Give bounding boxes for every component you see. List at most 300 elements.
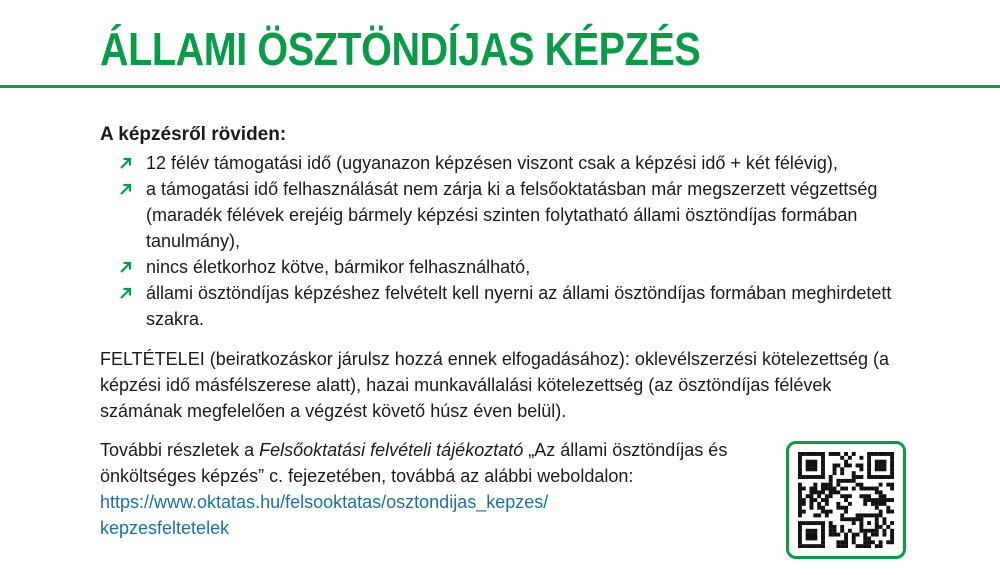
qr-module [806,464,810,468]
qr-module [810,452,814,456]
qr-module [798,467,802,471]
qr-module [863,494,867,498]
list-item-text: nincs életkorhoz kötve, bármikor felhasználható, [146,257,531,277]
qr-module [875,533,879,537]
qr-module [844,506,848,510]
page-title: ÁLLAMI ÖSZTÖNDÍJAS KÉPZÉS [100,23,701,75]
qr-module [867,529,871,533]
qr-module [890,487,894,491]
qr-module [829,487,833,491]
qr-module [867,464,871,468]
qr-module [817,521,821,525]
qr-module [829,525,833,529]
qr-module [813,467,817,471]
qr-module [798,494,802,498]
qr-module [821,510,825,514]
qr-module [821,506,825,510]
qr-module [833,452,837,456]
qr-module [882,460,886,464]
qr-module [875,490,879,494]
qr-module [817,490,821,494]
qr-module [798,533,802,537]
qr-module [882,529,886,533]
qr-module [817,475,821,479]
qr-module [859,475,863,479]
qr-module [844,498,848,502]
qr-module [810,467,814,471]
qr-module [813,464,817,468]
qr-module [813,460,817,464]
qr-module [833,467,837,471]
qr-module [867,487,871,491]
qr-module [829,510,833,514]
qr-module [829,533,833,537]
qr-module [821,471,825,475]
qr-module [844,494,848,498]
qr-module [821,464,825,468]
qr-module [848,479,852,483]
qr-module [833,464,837,468]
arrow-up-right-icon [118,254,136,280]
qr-module [810,502,814,506]
link-line-2[interactable]: kepzesfeltetelek [100,518,230,538]
qr-module [852,521,856,525]
qr-module [871,452,875,456]
qr-module [833,525,837,529]
qr-module [840,544,844,548]
qr-module [833,490,837,494]
qr-module [798,510,802,514]
qr-module [879,510,883,514]
qr-module [852,471,856,475]
bullet-list [118,150,908,332]
qr-module [844,452,848,456]
qr-module [813,483,817,487]
qr-module [879,513,883,517]
qr-module [863,502,867,506]
qr-module [810,494,814,498]
qr-module [875,475,879,479]
qr-module [879,544,883,548]
qr-module [879,494,883,498]
qr-module [817,494,821,498]
qr-module [859,456,863,460]
qr-module [829,483,833,487]
qr-module [882,467,886,471]
qr-module [871,513,875,517]
qr-module [882,521,886,525]
qr-module [852,536,856,540]
qr-module [813,544,817,548]
qr-module [867,521,871,525]
qr-module [798,471,802,475]
qr-module [810,475,814,479]
details-paragraph [100,437,770,541]
qr-module [882,452,886,456]
qr-module [852,475,856,479]
qr-module [825,483,829,487]
qr-module [798,498,802,502]
qr-module [840,529,844,533]
qr-module [813,513,817,517]
conditions-paragraph: FELTÉTELEI (beiratkozáskor járulsz hozzá ennek elfogadásához): oklevélszerzési kötelezettség (a képzési idő másfélszerese alatt), hazai munkavállalási kötelezettség (az ösztöndíjas félévek számának megfelelően a végzést követő húsz éven belül). [100,349,890,421]
list-item [118,254,908,280]
section-heading: A képzésről röviden: [100,124,287,145]
qr-module [817,513,821,517]
qr-module [844,540,848,544]
qr-module [821,521,825,525]
qr-module [886,483,890,487]
qr-module [856,513,860,517]
qr-module [821,483,825,487]
list-item-text: állami ösztöndíjas képzéshez felvételt kell nyerni az állami ösztöndíjas formában meghirdetett szakra. [146,283,892,329]
qr-module [856,483,860,487]
qr-module [871,529,875,533]
qr-module [806,529,810,533]
qr-module [859,464,863,468]
qr-module [821,533,825,537]
qr-module [806,536,810,540]
qr-module [836,533,840,537]
qr-module [848,517,852,521]
qr-module [810,460,814,464]
qr-module [829,521,833,525]
qr-module [798,521,802,525]
qr-module [875,467,879,471]
qr-module [875,529,879,533]
qr-module [875,498,879,502]
qr-module [802,475,806,479]
qr-module [817,544,821,548]
qr-module [821,536,825,540]
qr-module [833,471,837,475]
qr-module [871,498,875,502]
qr-module [871,475,875,479]
qr-module [852,533,856,537]
qr-module [844,544,848,548]
qr-module [825,487,829,491]
qr-module [798,540,802,544]
link-line-1[interactable]: https://www.oktatas.hu/felsooktatas/osztondijas_kepzes/ [100,492,549,512]
list-item-text: 12 félév támogatási idő (ugyanazon képzésen viszont csak a képzési idő + két félévig), [146,153,838,173]
qr-module [886,452,890,456]
qr-module [844,479,848,483]
qr-module [810,521,814,525]
qr-module [890,456,894,460]
qr-module [856,533,860,537]
qr-module [813,475,817,479]
qr-module [798,536,802,540]
qr-module [844,510,848,514]
qr-module [806,494,810,498]
qr-module [806,521,810,525]
qr-module [821,467,825,471]
qr-module [882,502,886,506]
qr-module [882,498,886,502]
qr-module [840,479,844,483]
qr-module [867,513,871,517]
qr-module [863,544,867,548]
qr-module [840,456,844,460]
qr-module [863,529,867,533]
qr-module [802,498,806,502]
qr-module [871,487,875,491]
qr-module [859,521,863,525]
qr-module [852,452,856,456]
qr-module [806,452,810,456]
qr-module [798,464,802,468]
list-item-text: a támogatási idő felhasználását nem zárja ki a felsőoktatásban már megszerzett végzettség (maradék félévek erejéig bármely képzési szinten folytatható állami ösztöndíjas formában tanulmány), [146,179,878,251]
qr-module [806,460,810,464]
qr-module [848,494,852,498]
qr-module [840,494,844,498]
qr-module [836,506,840,510]
qr-module [802,521,806,525]
qr-module [890,510,894,514]
qr-module [879,483,883,487]
qr-module [810,487,814,491]
qr-module [798,490,802,494]
qr-module [886,475,890,479]
qr-module [817,506,821,510]
qr-module [836,490,840,494]
qr-module [825,498,829,502]
qr-module [879,540,883,544]
qr-module [840,487,844,491]
arrow-up-right-icon [118,176,136,202]
qr-module [840,506,844,510]
qr-module [848,529,852,533]
qr-module [890,464,894,468]
qr-module [890,483,894,487]
list-item [118,280,908,332]
qr-module [859,525,863,529]
qr-module [890,521,894,525]
qr-module [844,460,848,464]
qr-module [859,494,863,498]
qr-module [859,513,863,517]
qr-module [863,487,867,491]
qr-module [875,487,879,491]
qr-module [875,452,879,456]
qr-module [879,460,883,464]
qr-module [813,452,817,456]
qr-module [829,490,833,494]
qr-module [798,506,802,510]
qr-module [810,536,814,540]
qr-module [852,540,856,544]
qr-module [875,506,879,510]
qr-module [829,494,833,498]
qr-module [886,525,890,529]
qr-module [863,533,867,537]
website-link[interactable] [100,489,770,541]
qr-module [821,456,825,460]
qr-module [875,464,879,468]
qr-module [813,533,817,537]
qr-module [825,502,829,506]
qr-module [890,498,894,502]
qr-module [844,464,848,468]
qr-module [890,467,894,471]
qr-module [798,513,802,517]
qr-module [810,529,814,533]
qr-module [875,525,879,529]
details-suffix: „Az állami ösztöndíjas és önköltséges képzés” c. fejezetében, továbbá az alábbi weboldalon: [100,440,728,486]
qr-module [813,529,817,533]
qr-module [798,452,802,456]
qr-module [798,487,802,491]
qr-module [802,510,806,514]
qr-module [817,452,821,456]
qr-module [798,475,802,479]
qr-code-icon [798,452,894,548]
qr-module [813,521,817,525]
qr-module [821,529,825,533]
qr-module [882,533,886,537]
qr-module [810,498,814,502]
qr-module [844,536,848,540]
qr-module [810,490,814,494]
qr-module [867,498,871,502]
qr-module [802,487,806,491]
qr-module [802,502,806,506]
qr-module [798,525,802,529]
qr-module [875,513,879,517]
qr-module [859,483,863,487]
qr-module [821,544,825,548]
qr-module [825,513,829,517]
qr-module [867,475,871,479]
qr-module [840,467,844,471]
qr-module [867,456,871,460]
qr-module [863,540,867,544]
qr-module [798,456,802,460]
qr-module [833,529,837,533]
qr-module [879,467,883,471]
qr-module [821,452,825,456]
qr-module [810,544,814,548]
qr-module [798,502,802,506]
qr-module [863,513,867,517]
qr-module [821,487,825,491]
qr-module [859,487,863,491]
qr-module [890,452,894,456]
qr-module [859,529,863,533]
qr-module [890,471,894,475]
qr-module [833,533,837,537]
qr-module [867,536,871,540]
qr-module [821,525,825,529]
qr-module [859,467,863,471]
qr-module [875,460,879,464]
qr-module [810,533,814,537]
qr-module [844,517,848,521]
qr-module [836,540,840,544]
qr-module [882,464,886,468]
qr-module [867,452,871,456]
qr-module [848,464,852,468]
qr-module [852,487,856,491]
qr-module [829,452,833,456]
qr-module [817,502,821,506]
qr-module [856,544,860,548]
qr-module [825,510,829,514]
qr-module [840,471,844,475]
qr-module [890,533,894,537]
qr-module [798,483,802,487]
qr-module [840,540,844,544]
qr-module [821,490,825,494]
qr-module [840,517,844,521]
qr-module [806,533,810,537]
qr-module [879,525,883,529]
qr-module [867,460,871,464]
qr-module [836,452,840,456]
qr-module [867,494,871,498]
list-item [118,150,908,176]
qr-module [836,464,840,468]
qr-module [813,536,817,540]
qr-module [879,464,883,468]
qr-module [867,544,871,548]
qr-module [829,529,833,533]
qr-module [836,544,840,548]
details-prefix: További részletek a [100,440,260,460]
qr-module [852,517,856,521]
qr-module [848,456,852,460]
qr-module [806,467,810,471]
qr-module [871,540,875,544]
qr-module [886,506,890,510]
qr-module [810,506,814,510]
qr-module [798,544,802,548]
qr-module [821,475,825,479]
qr-module [890,460,894,464]
qr-module [879,490,883,494]
qr-module [813,498,817,502]
qr-module [863,498,867,502]
qr-module [840,525,844,529]
qr-module [821,498,825,502]
qr-module [840,513,844,517]
qr-module [806,475,810,479]
qr-module [821,460,825,464]
qr-module [798,460,802,464]
qr-module [890,529,894,533]
qr-module [829,479,833,483]
qr-module [882,475,886,479]
qr-module [882,517,886,521]
arrow-up-right-icon [118,150,136,176]
qr-module [848,502,852,506]
qr-module [863,536,867,540]
qr-module [879,475,883,479]
qr-module [879,502,883,506]
qr-module [886,510,890,514]
qr-module [890,475,894,479]
qr-module [836,483,840,487]
qr-module [871,533,875,537]
title-divider [0,85,1000,88]
qr-module [852,479,856,483]
qr-code-frame[interactable] [786,441,906,559]
qr-module [825,494,829,498]
qr-module [829,475,833,479]
qr-module [875,517,879,521]
qr-module [886,540,890,544]
qr-module [867,471,871,475]
